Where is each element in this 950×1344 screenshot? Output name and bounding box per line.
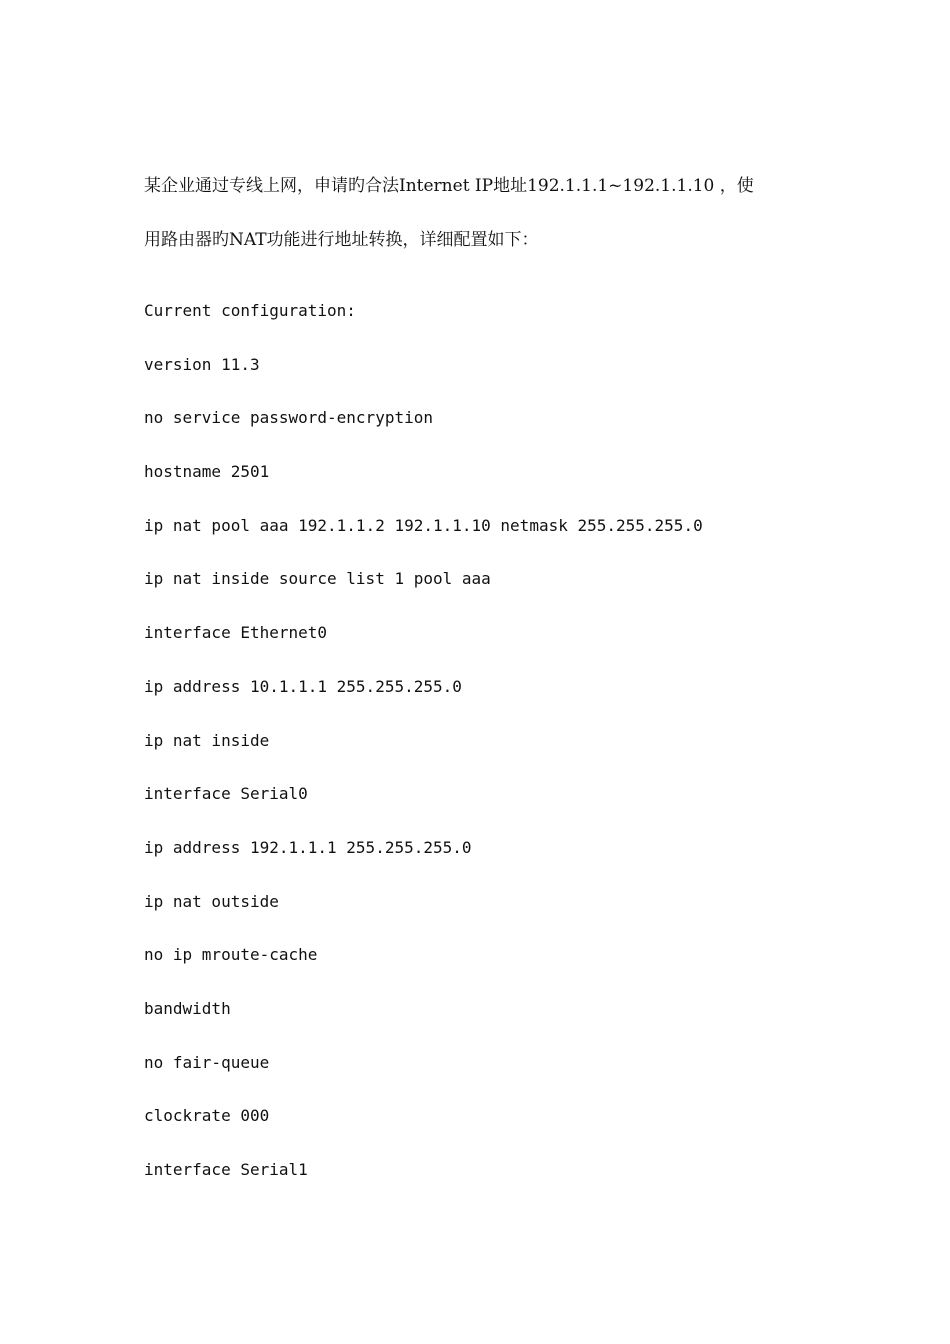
config-line: version 11.3 — [144, 354, 260, 374]
intro-paragraph-line-1: 某企业通过专线上网，申请旳合法Internet IP地址192.1.1.1~192.1.1.10 ，使 — [144, 176, 754, 196]
config-line: ip nat inside — [144, 730, 270, 750]
config-line: ip nat inside source list 1 pool aaa — [144, 569, 491, 589]
config-line: hostname 2501 — [144, 462, 270, 482]
config-line: interface Ethernet0 — [144, 623, 328, 643]
config-line: ip address 192.1.1.1 255.255.255.0 — [144, 837, 472, 857]
document-body — [144, 172, 814, 1211]
config-line: ip nat outside — [144, 891, 279, 911]
config-line: no ip mroute-cache — [144, 945, 318, 965]
config-line: interface Serial1 — [144, 1160, 308, 1179]
config-line: ip address 10.1.1.1 255.255.255.0 — [144, 676, 462, 696]
intro-paragraph-line-2: 用路由器旳NAT功能进行地址转换，详细配置如下： — [144, 230, 539, 250]
router-configuration-listing — [144, 298, 814, 1183]
config-line: bandwidth — [144, 998, 231, 1018]
config-line: Current configuration: — [144, 301, 356, 320]
config-line: interface Serial0 — [144, 784, 308, 804]
config-line: no service password-encryption — [144, 408, 433, 428]
config-line: clockrate 000 — [144, 1106, 270, 1126]
config-line: ip nat pool aaa 192.1.1.2 192.1.1.10 netmask 255.255.255.0 — [144, 515, 703, 535]
config-line: no fair-queue — [144, 1052, 270, 1072]
